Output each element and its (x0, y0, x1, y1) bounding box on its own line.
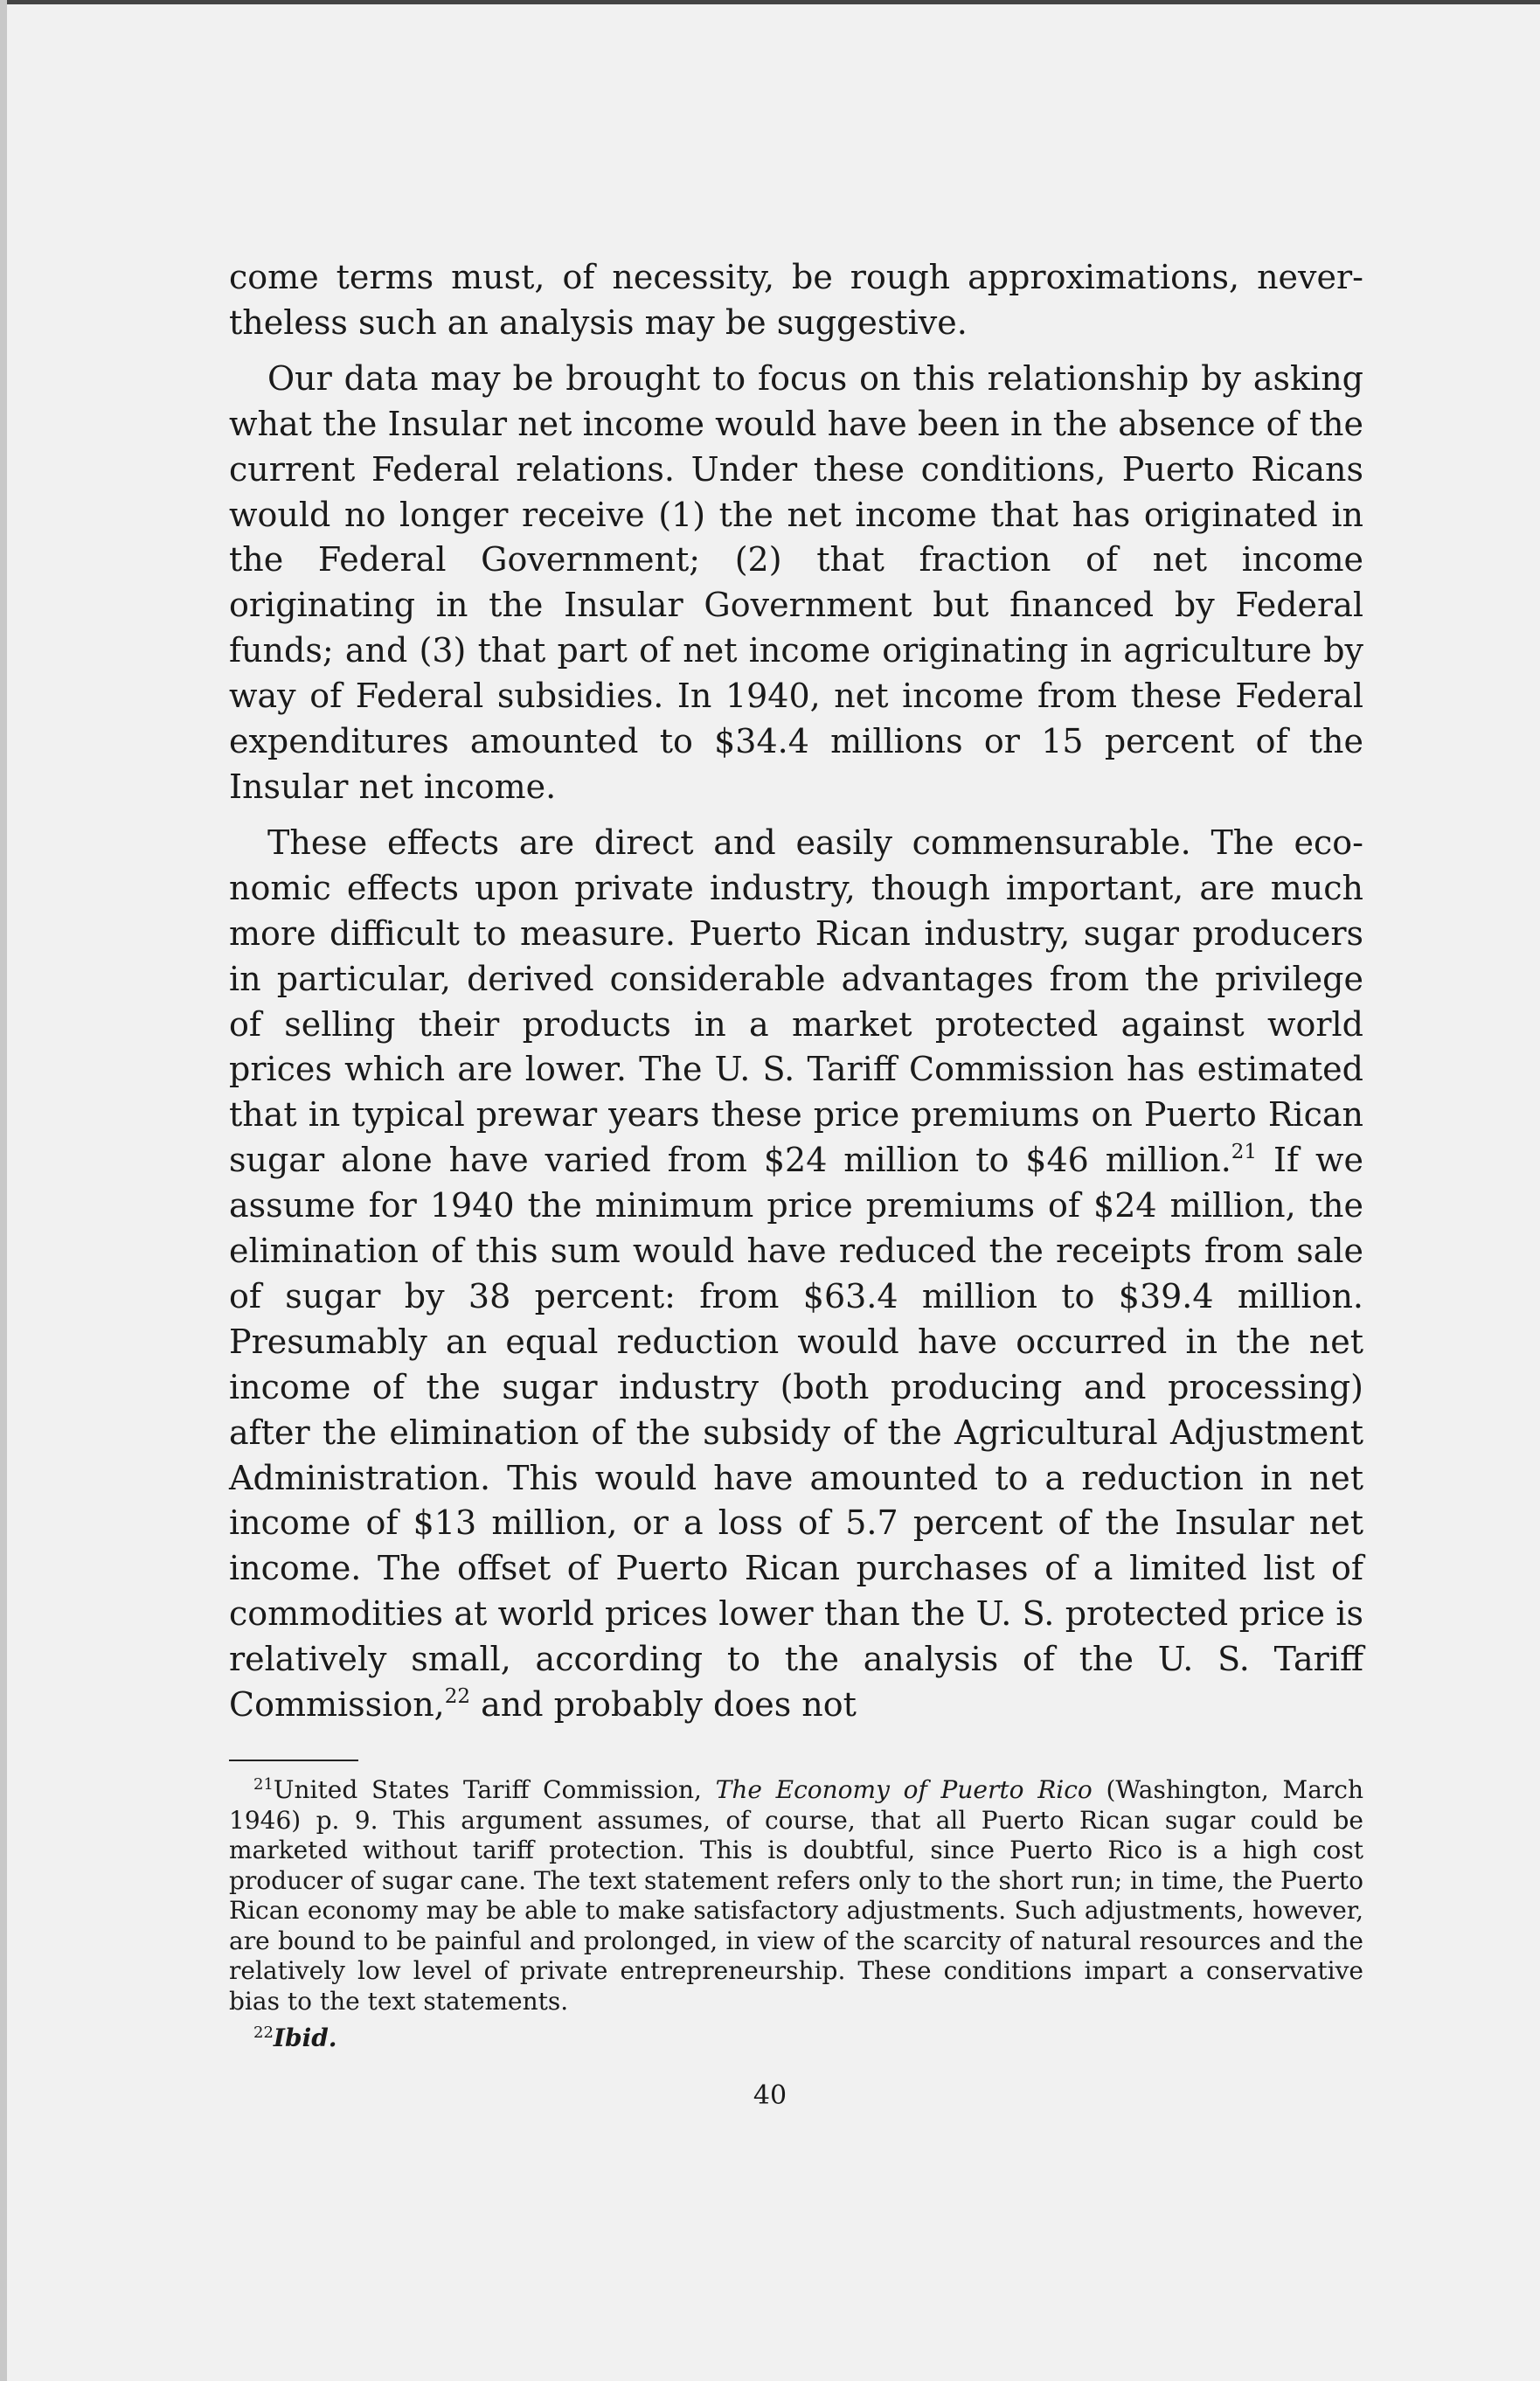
footnote-reference-21: 21 (1231, 1141, 1258, 1164)
footnote-reference-22: 22 (444, 1685, 471, 1709)
page-number: 40 (753, 2080, 787, 2111)
page-body (229, 255, 1363, 2054)
footnote-separator (229, 1760, 358, 1761)
page-top-border (0, 0, 1540, 4)
footnote-mark-22: 22 (253, 2024, 274, 2042)
footnote-21-text-before: United States Tariff Commission, (273, 1775, 716, 1804)
paragraph-text-part-3: and probably does not (470, 1685, 857, 1725)
footnote-22-title: Ibid. (273, 2024, 337, 2052)
paragraph-text-part-2: If we assume for 1940 the minimum price premiums of $24 million, the elimination of this sum would have reduced the receipts from sale of sugar by 38 percent: from $63.4 million to $39.4 million. Presumably an equal reduction would have occurred in the net income of the sugar industry (both producing and processing) after the elimination of the subsidy of the Agricultural Adjustment Administration. This would have amounted to a reduction in net income of $13 million, or a loss of 5.7 percent of the Insular net income. The offset of Puerto Rican purchases of a limited list of commodities at world prices lower than the U. S. protected price is relatively small, according to the analysis of the U. S. Tariff Commission, (229, 1141, 1364, 1725)
paragraph-text-part-1: These effects are direct and easily commensurable. The economic effects upon private industry, though important, are much more difficult to measure. Puerto Rican industry, sugar producers in particular, derived considerable advantages from the privilege of selling their products in a market protected against world prices which are lower. The U. S. Tariff Commission has estimated that in typical prewar years these price premiums on Puerto Rican sugar alone have varied from $24 million to $46 million. (229, 823, 1363, 1180)
page-left-edge (0, 0, 7, 2381)
paragraph-continuation: come terms must, of necessity, be rough approximations, nevertheless such an analysis may be suggestive. (229, 258, 1363, 342)
paragraph-federal-relations: Our data may be brought to focus on this relationship by asking what the Insular net income would have been in the absence of the current Federal relations. Under these conditions, Puerto Ricans would no longer receive (1) the net income that has originated in the Federal Government; (2) that fraction of net income originating in the Insular Government but financed by Federal funds; and (3) that part of net income originating in agriculture by way of Federal subsidies. In 1940, net income from these Federal expenditures amounted to $34.4 millions or 15 percent of the Insular net income. (229, 358, 1363, 806)
footnote-mark-21: 21 (253, 1775, 274, 1794)
footnote-22 (229, 2024, 1363, 2054)
footnote-21-text-after: (Washington, March 1946) p. 9. This argument assumes, of course, that all Puerto Rican sugar could be marketed without tariff protection. This is doubtful, since Puerto Rico is a high cost producer of sugar cane. The text statement refers only to the short run; in time, the Puerto Rican economy may be able to make satisfactory adjustments. Such adjustments, however, are bound to be painful and prolonged, in view of the scarcity of natural resources and the relatively low level of private entrepreneurship. These conditions impart a conservative bias to the text statements. (229, 1775, 1363, 2016)
footnote-21 (229, 1775, 1363, 2017)
footnote-21-title: The Economy of Puerto Rico (715, 1775, 1093, 1804)
paragraph-private-industry-effects (229, 821, 1363, 1728)
